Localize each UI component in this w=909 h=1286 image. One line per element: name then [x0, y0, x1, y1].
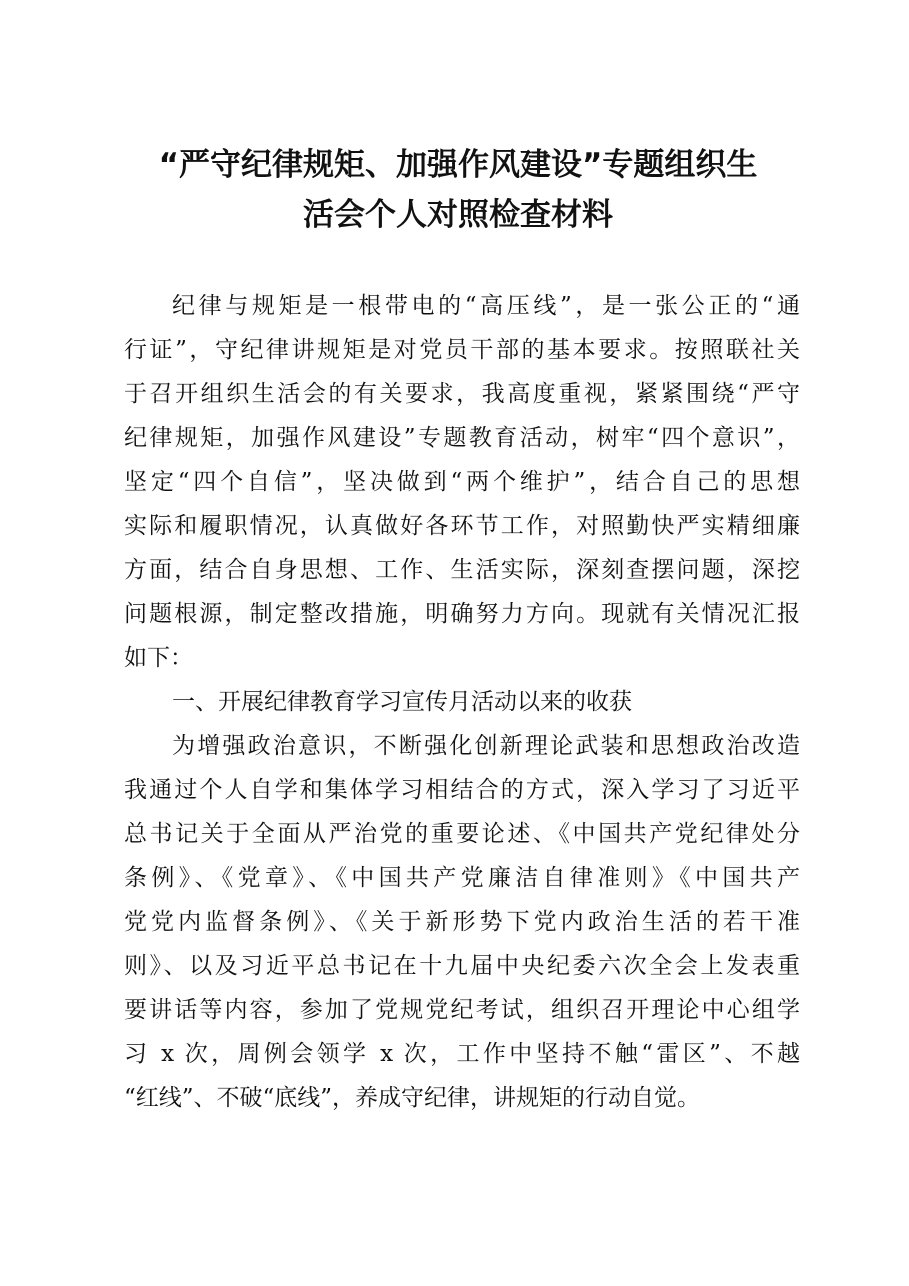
text-line: 如下：	[124, 645, 193, 671]
text-line: 我通过个人自学和集体学习相结合的方式，深入学习了习近平	[124, 777, 800, 803]
text-line: 纪律规矩，加强作风建设”专题教育活动，树牢“四个意识”，	[124, 425, 800, 451]
text-line: 习 x 次，周例会领学 x 次，工作中坚持不触“雷区”、不越	[124, 1041, 800, 1067]
text-line: 要讲话等内容，参加了党规党纪考试，组织召开理论中心组学	[124, 997, 800, 1023]
section-heading-1	[124, 680, 800, 724]
text-line: 则》、以及习近平总书记在十九届中央纪委六次全会上发表重	[124, 953, 800, 979]
document-body	[124, 284, 800, 1120]
title-line: 活会个人对照检查材料	[303, 197, 613, 233]
text-line: 坚定“四个自信”，坚决做到“两个维护”，结合自己的思想	[124, 469, 800, 495]
text-line: 党党内监督条例》、《关于新形势下党内政治生活的若干准	[124, 909, 800, 935]
section-paragraph-1	[124, 724, 800, 1120]
text-line: 条例》、《党章》、《中国共产党廉洁自律准则》《中国共产	[124, 865, 800, 891]
text-line: 实际和履职情况，认真做好各环节工作，对照勤快严实精细廉	[124, 513, 800, 539]
text-line: 为增强政治意识，不断强化创新理论武装和思想政治改造	[172, 733, 800, 759]
heading-text: 一、开展纪律教育学习宣传月活动以来的收获	[172, 689, 632, 715]
document-title	[118, 140, 798, 240]
text-line: 总书记关于全面从严治党的重要论述、《中国共产党纪律处分	[124, 821, 800, 847]
title-line: “严守纪律规矩、加强作风建设”专题组织生	[158, 147, 758, 183]
text-line: 问题根源，制定整改措施，明确努力方向。现就有关情况汇报	[124, 601, 800, 627]
text-line: 行证”，守纪律讲规矩是对党员干部的基本要求。按照联社关	[124, 337, 800, 363]
text-line: 纪律与规矩是一根带电的“高压线”，是一张公正的“通	[172, 293, 800, 319]
intro-paragraph	[124, 284, 800, 680]
text-line: 于召开组织生活会的有关要求，我高度重视，紧紧围绕“严守	[124, 381, 800, 407]
text-line: 方面，结合自身思想、工作、生活实际，深刻查摆问题，深挖	[124, 557, 800, 583]
text-line: “红线”、不破“底线”，养成守纪律，讲规矩的行动自觉。	[124, 1085, 701, 1111]
